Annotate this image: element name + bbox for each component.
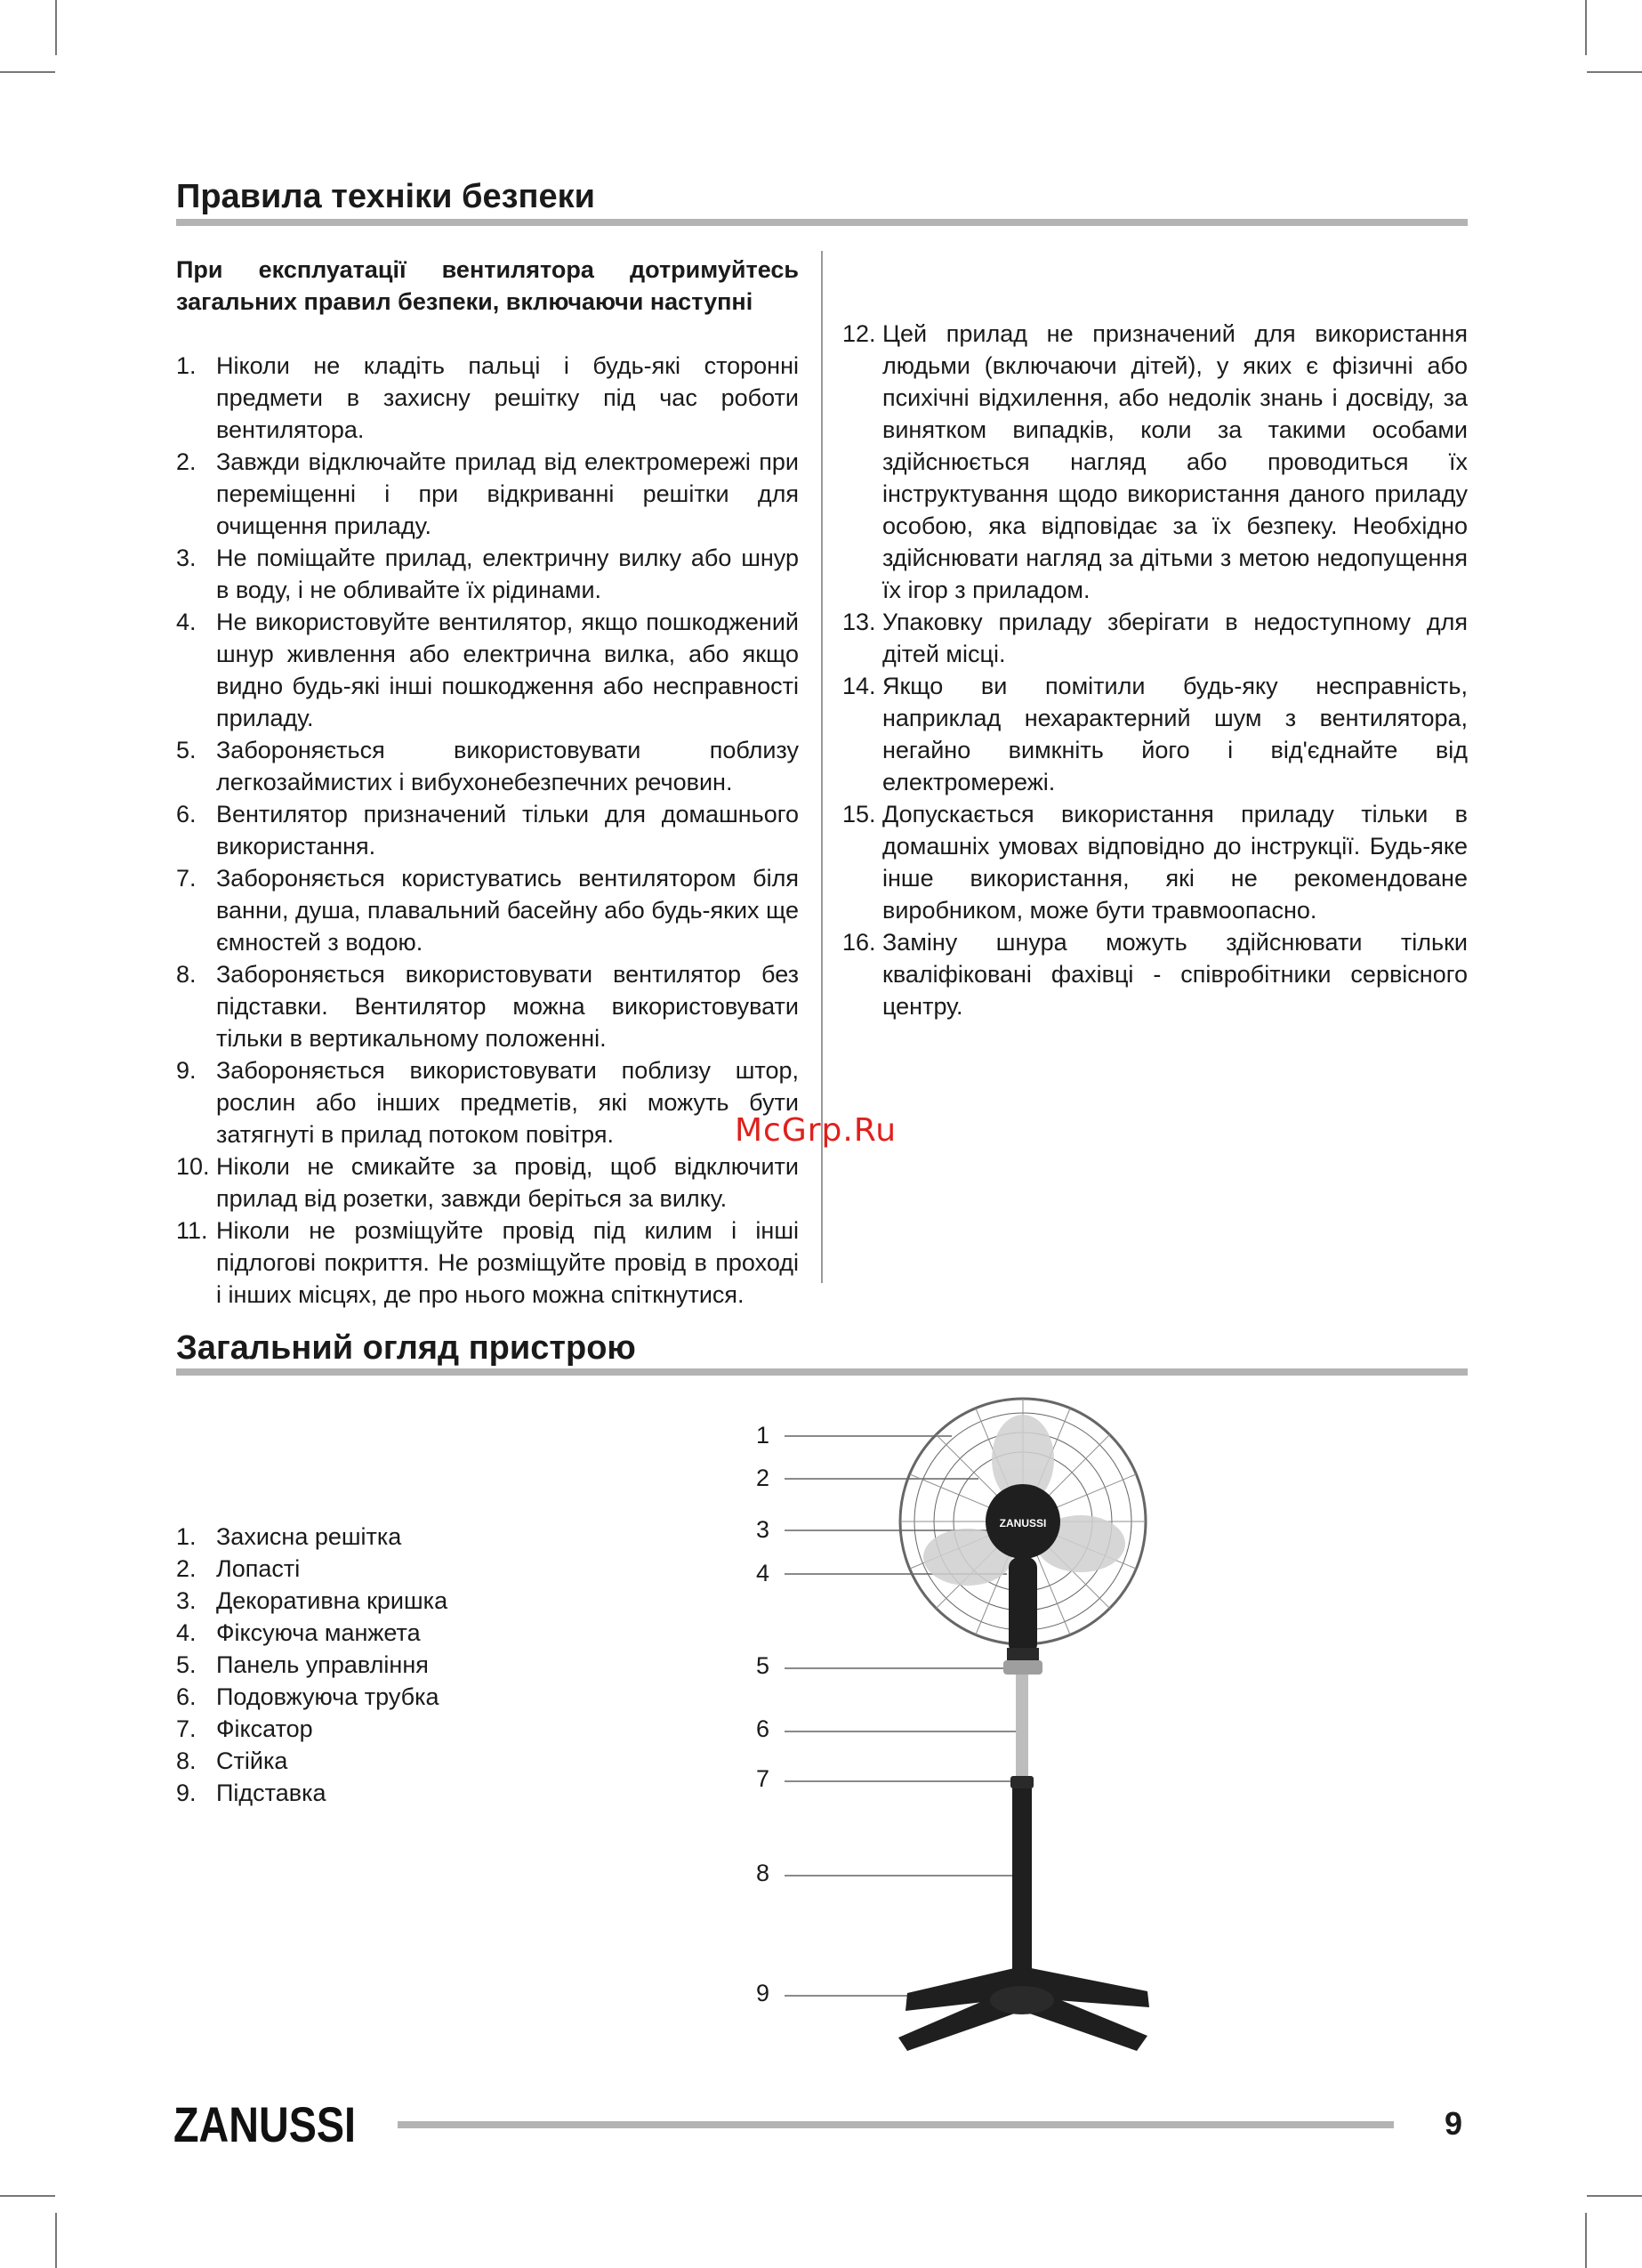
callout-number: 2 <box>756 1465 770 1491</box>
list-item: 2. Завжди відключайте прилад від електромережі при переміщенні і при відкриванні решітки для очищення приладу. <box>176 448 799 539</box>
safety-intro: При експлуатації вентилятора дотримуйтесь загальних правил безпеки, включаючи наступні <box>176 256 799 315</box>
section-rule <box>176 219 1468 226</box>
callout-number: 9 <box>756 1980 770 2006</box>
list-item: 12. Цей прилад не призначений для використання людьми (включаючи дітей), у яких є фізичні або психічні відхилення, або недолік знань і досвіду, за винятком випадків, коли за такими особами здійснюється нагляд або проводиться їх інструктування щодо використання даного приладу особою, яка відповідає за їх безпеку. Необхідно здійснювати нагляд за дітьми з метою недопущення їх ігор з приладом. <box>842 320 1468 603</box>
list-item: 9. Підставка <box>176 1780 326 1806</box>
list-item: 2. Лопасті <box>176 1555 301 1582</box>
crop-mark <box>1587 71 1642 73</box>
list-item: 5. Панель управління <box>176 1651 429 1678</box>
safety-column-right <box>842 318 1468 1022</box>
list-item: 10. Ніколи не смикайте за провід, щоб відключити прилад від розетки, завжди беріться за вилку. <box>176 1153 799 1212</box>
list-item: 6. Вентилятор призначений тільки для домашнього використання. <box>176 801 799 860</box>
list-item: 9. Забороняється використовувати поблизу штор, рослин або інших предметів, які можуть бути затягнуті в прилад потоком повітря. <box>176 1057 799 1148</box>
safety-title: Правила техніки безпеки <box>176 178 595 215</box>
list-item: 8. Стійка <box>176 1747 288 1774</box>
callout-number: 6 <box>756 1715 770 1742</box>
safety-rules-list-right <box>842 318 1468 1022</box>
overview-title: Загальний огляд пристрою <box>176 1329 636 1367</box>
safety-column-left <box>176 254 799 1311</box>
safety-rules-list-left <box>176 350 799 1311</box>
list-item: 3. Не поміщайте прилад, електричну вилку або шнур в воду, і не обливайте їх рідинами. <box>176 545 799 603</box>
crop-mark <box>0 71 55 73</box>
list-item: 4. Фіксуюча манжета <box>176 1619 421 1646</box>
zanussi-logo <box>173 2095 360 2151</box>
list-item: 16. Заміну шнура можуть здійснювати тільки кваліфіковані фахівці - співробітники сервісного центру. <box>842 929 1468 1020</box>
list-item: 8. Забороняється використовувати вентилятор без підставки. Вентилятор можна використовувати тільки в вертикальному положенні. <box>176 961 799 1052</box>
list-item: 5. Забороняється використовувати поблизу легкозаймистих і вибухонебезпечних речовин. <box>176 737 799 795</box>
callout-number: 3 <box>756 1516 770 1543</box>
list-item: 14. Якщо ви помітили будь-яку несправність, наприклад нехарактерний шум з вентилятора, негайно вимкніть його і від'єднайте від електромережі. <box>842 673 1468 795</box>
crop-mark <box>1585 2213 1587 2268</box>
crop-mark <box>1585 0 1587 55</box>
list-item: 6. Подовжуюча трубка <box>176 1683 439 1710</box>
crop-mark <box>55 2213 57 2268</box>
footer-rule <box>398 2121 1394 2128</box>
fan-brand-label: ZANUSSI <box>999 1517 1047 1529</box>
callout-number: 1 <box>756 1422 770 1449</box>
list-item: 15. Допускається використання приладу тільки в домашніх умовах відповідно до інструкції. Будь-яке інше використання, які не рекомендоване виробником, може бути травмоопасно. <box>842 801 1468 924</box>
callout-number: 5 <box>756 1652 770 1679</box>
svg-text:ZANUSSI: ZANUSSI <box>173 2096 356 2152</box>
list-item: 11. Ніколи не розміщуйте провід під килим і інші підлогові покриття. Не розміщуйте провід в проході і інших місцях, де про нього можна спіткнутися. <box>176 1217 799 1308</box>
callout-number: 4 <box>756 1560 770 1586</box>
crop-mark <box>1587 2195 1642 2197</box>
callout-number: 7 <box>756 1765 770 1792</box>
list-item: 3. Декоративна кришка <box>176 1587 448 1614</box>
list-item: 1. Ніколи не кладіть пальці і будь-які сторонні предмети в захисну решітку під час роботи вентилятора. <box>176 352 799 443</box>
crop-mark <box>0 2195 55 2197</box>
list-item: 7. Фіксатор <box>176 1715 313 1742</box>
fan-illustration <box>774 1397 1183 2073</box>
list-item: 13. Упаковку приладу зберігати в недоступному для дітей місці. <box>842 609 1468 667</box>
page-number: 9 <box>1445 2105 1463 2142</box>
callout-number: 8 <box>756 1860 770 1886</box>
list-item: 4. Не використовуйте вентилятор, якщо пошкоджений шнур живлення або електрична вилка, або якщо видно будь-які інші пошкодження або несправності приладу. <box>176 609 799 731</box>
parts-list <box>176 1521 447 1809</box>
section-rule <box>176 1368 1468 1376</box>
crop-mark <box>55 0 57 55</box>
list-item: 7. Забороняється користуватись вентилятором біля ванни, душа, плавальний басейну або будь-яких ще ємностей з водою. <box>176 865 799 956</box>
watermark: McGrp.Ru <box>735 1112 897 1149</box>
list-item: 1. Захисна решітка <box>176 1523 402 1550</box>
